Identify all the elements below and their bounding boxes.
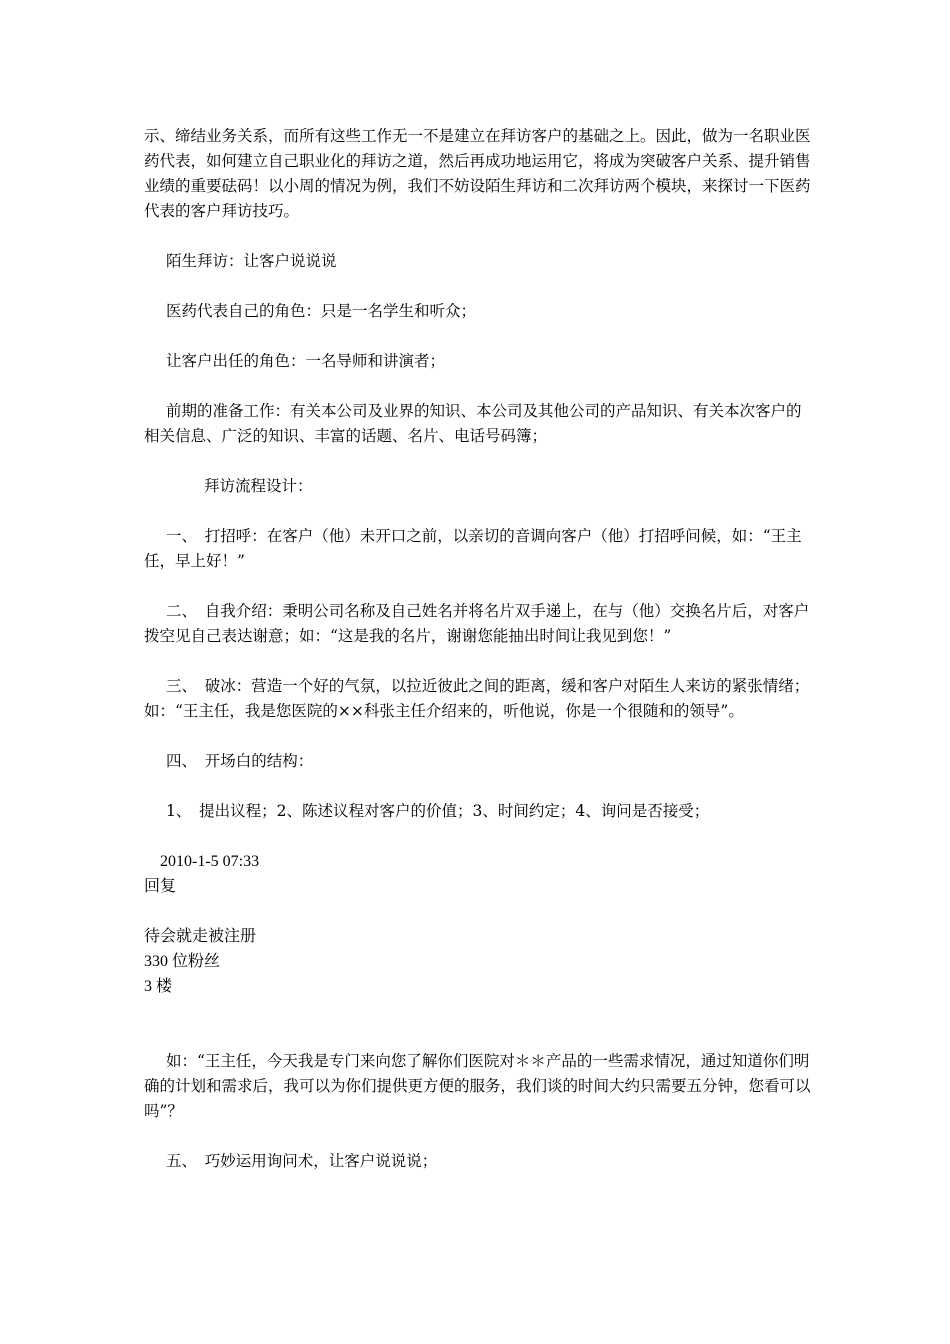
- floor-number: 3 楼: [144, 978, 173, 995]
- paragraph-opening-structure: 1、 提出议程；2、陈述议程对客户的价值；3、时间约定；4、询问是否接受；: [166, 802, 710, 820]
- paragraph-client-role: 让客户出任的角色：一名导师和讲演者；: [166, 352, 446, 370]
- paragraph-step-5: 五、 巧妙运用询问术，让客户说说说；: [166, 1152, 438, 1170]
- paragraph-step-1: 一、 打招呼：在客户（他）未开口之前，以亲切的音调向客户（他）打招呼问候，如：“王主任，早上好！”: [144, 527, 802, 570]
- post-timestamp: 2010-1-5 07:33: [160, 853, 260, 870]
- paragraph-intro: 示、缔结业务关系，而所有这些工作无一不是建立在拜访客户的基础之上。因此，做为一名职业医药代表，如何建立自己职业化的拜访之道，然后再成功地运用它，将成为突破客户关系、提升销售业绩的重要砝码！以小周的情况为例，我们不妨设陌生拜访和二次拜访两个模块，来探讨一下医药代表的客户拜访技巧。: [144, 127, 811, 220]
- paragraph-preparation: 前期的准备工作：有关本公司及业界的知识、本公司及其他公司的产品知识、有关本次客户的相关信息、广泛的知识、丰富的话题、名片、电话号码簿；: [144, 402, 802, 445]
- paragraph-stranger-visit-heading: 陌生拜访：让客户说说说: [166, 252, 337, 270]
- reply-link[interactable]: 回复: [144, 878, 177, 895]
- paragraph-step-3: 三、 破冰：营造一个好的气氛，以拉近彼此之间的距离，缓和客户对陌生人来访的紧张情绪；如：“王主任，我是您医院的××科张主任介绍来的，听他说，你是一个很随和的领导”。: [144, 677, 810, 720]
- paragraph-process-design: 拜访流程设计：: [204, 477, 313, 495]
- paragraph-rep-role: 医药代表自己的角色：只是一名学生和听众；: [166, 302, 477, 320]
- paragraph-step-2: 二、 自我介绍：秉明公司名称及自己姓名并将名片双手递上，在与（他）交换名片后，对客户拨空见自己表达谢意；如：“这是我的名片，谢谢您能抽出时间让我见到您！”: [144, 602, 810, 645]
- paragraph-step-4: 四、 开场白的结构：: [166, 752, 314, 770]
- post-meta: [144, 849, 812, 999]
- paragraph-example-request: 如：“王主任，今天我是专门来向您了解你们医院对＊＊产品的一些需求情况，通过知道你们明确的计划和需求后，我可以为你们提供更方便的服务，我们谈的时间大约只需要五分钟，您看可以吗”？: [144, 1052, 811, 1120]
- follower-count: 330 位粉丝: [144, 953, 221, 970]
- document-body: [144, 124, 812, 1174]
- username-link[interactable]: 待会就走被注册: [144, 928, 257, 945]
